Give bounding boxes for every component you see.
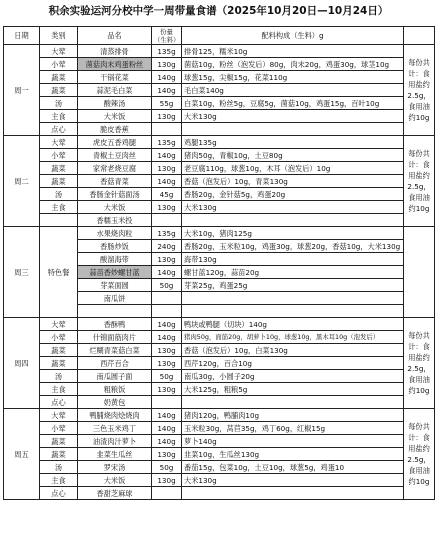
menu-row: [4, 136, 435, 149]
portion-value: 130g: [152, 383, 182, 396]
ingredients-text: 萝卜140g: [182, 435, 404, 448]
dish-name: 香菇青菜: [78, 175, 152, 188]
portion-value: 140g: [152, 409, 182, 422]
dish-name: 奶黄包: [78, 396, 152, 409]
portion-value: 140g: [152, 71, 182, 84]
menu-row: [4, 110, 435, 123]
dish-name: 酸辣汤: [78, 97, 152, 110]
category-label: 汤: [40, 188, 78, 201]
ingredients-text: 猪肉120g，鸭脯肉10g: [182, 409, 404, 422]
menu-row: [4, 422, 435, 435]
menu-table: [3, 26, 435, 500]
category-label: 点心: [40, 396, 78, 409]
portion-value: [152, 292, 182, 305]
page-title: 积余实验运河分校中学一周带量食谱（2025年10月20日—10月24日）: [48, 5, 389, 17]
portion-value: 130g: [152, 201, 182, 214]
dish-name: 什锦面筋肉片: [78, 331, 152, 344]
portion-value: 130g: [152, 448, 182, 461]
menu-row: [4, 331, 435, 344]
portion-value: [152, 396, 182, 409]
category-label: 大荤: [40, 318, 78, 331]
category-label: 主食: [40, 383, 78, 396]
menu-row: [4, 188, 435, 201]
portion-value: 140g: [152, 435, 182, 448]
menu-row: [4, 84, 435, 97]
dish-name: 大米饭: [78, 110, 152, 123]
menu-row: [4, 58, 435, 71]
dish-name: 脆皮香蕉: [78, 123, 152, 136]
portion-value: 135g: [152, 227, 182, 240]
dish-name: 罗宋汤: [78, 461, 152, 474]
ingredients-text: 白菜10g，粉丝5g，豆腐5g，菌菇10g，鸡蛋15g，百叶10g: [182, 97, 404, 110]
category-label: 蔬菜: [40, 84, 78, 97]
dish-name: 南瓜圆子面: [78, 370, 152, 383]
category-label: 蔬菜: [40, 162, 78, 175]
dish-name: 大米饭: [78, 201, 152, 214]
category-label: 汤: [40, 370, 78, 383]
ingredients-text: 香肠20g，金针菇5g，鸡蛋20g: [182, 188, 404, 201]
dish-name: 芽菜面圆: [78, 279, 152, 292]
portion-value: 135g: [152, 45, 182, 58]
ingredients-text: 鸭块或鸭腿（切块）140g: [182, 318, 404, 331]
portion-value: 140g: [152, 84, 182, 97]
dish-name: 鸭脯烧肉烩烧肉: [78, 409, 152, 422]
portion-value: 140g: [152, 422, 182, 435]
menu-row: [4, 383, 435, 396]
menu-row: [4, 409, 435, 422]
portion-value: [152, 123, 182, 136]
portion-value: [152, 214, 182, 227]
ingredients-text: 番茄15g，包菜10g，土豆10g，球葱5g，鸡蛋10: [182, 461, 404, 474]
ingredients-text: [182, 305, 404, 318]
menu-row: [4, 448, 435, 461]
portion-value: 140g: [152, 266, 182, 279]
portion-value: 140g: [152, 331, 182, 344]
category-label: 蔬菜: [40, 175, 78, 188]
menu-row: [4, 71, 435, 84]
menu-body: [4, 45, 435, 500]
header-portion: 份量（生料）: [152, 27, 182, 45]
ingredients-text: 芽菜25g，鸡蛋25g: [182, 279, 404, 292]
dish-name: 烂糊青菜菇白菜: [78, 344, 152, 357]
dish-name: 水果烧肉粒: [78, 227, 152, 240]
portion-value: 140g: [152, 318, 182, 331]
category-label: 小荤: [40, 149, 78, 162]
menu-row: [4, 123, 435, 136]
menu-row: [4, 201, 435, 214]
ingredients-text: [182, 396, 404, 409]
nutrition-note: [404, 227, 435, 318]
ingredients-text: 鸡腿135g: [182, 136, 404, 149]
ingredients-text: 韭菜10g，生瓜丝130g: [182, 448, 404, 461]
menu-row: [4, 357, 435, 370]
dish-name: 三色玉米鸡丁: [78, 422, 152, 435]
nutrition-note: 每份共计：食用盐约2.5g，食用油约10g: [404, 136, 435, 227]
category-label: 主食: [40, 110, 78, 123]
ingredients-text: [182, 292, 404, 305]
dish-name: [78, 305, 152, 318]
dish-name: 香糯玉米投: [78, 214, 152, 227]
dish-name: 蒜泥毛白菜: [78, 84, 152, 97]
menu-row: [4, 162, 435, 175]
dish-name: 香肠炒饭: [78, 240, 152, 253]
header-ingredients: 配料构成（生料）g: [182, 27, 404, 45]
dish-name: 蒜苗香炒螺甘蓝: [78, 266, 152, 279]
menu-row: [4, 370, 435, 383]
portion-value: 50g: [152, 279, 182, 292]
menu-row: [4, 344, 435, 357]
category-label: 主食: [40, 201, 78, 214]
dish-name: 西芹百合: [78, 357, 152, 370]
ingredients-text: 香菇（泡发后）10g，青菜130g: [182, 175, 404, 188]
ingredients-text: 排骨125，糯米10g: [182, 45, 404, 58]
nutrition-note: 每份共计：食用盐约2.5g，食用油约10g: [404, 318, 435, 409]
menu-row: [4, 487, 435, 500]
ingredients-text: 毛白菜140g: [182, 84, 404, 97]
category-label: 蔬菜: [40, 435, 78, 448]
category-label: 蔬菜: [40, 344, 78, 357]
category-label: 点心: [40, 123, 78, 136]
menu-row: [4, 214, 435, 227]
category-label: 特色餐: [40, 227, 78, 318]
day-label: 周一: [4, 45, 40, 136]
category-label: 汤: [40, 97, 78, 110]
ingredients-text: 大米125g，粗粮5g: [182, 383, 404, 396]
portion-value: 50g: [152, 370, 182, 383]
portion-value: 55g: [152, 97, 182, 110]
category-label: 小荤: [40, 331, 78, 344]
header-dish: 品名: [78, 27, 152, 45]
menu-row: [4, 461, 435, 474]
menu-row: [4, 396, 435, 409]
portion-value: 135g: [152, 136, 182, 149]
day-label: 周四: [4, 318, 40, 409]
dish-name: 南瓜饼: [78, 292, 152, 305]
dish-name: 家常老烧豆腐: [78, 162, 152, 175]
portion-value: 130g: [152, 58, 182, 71]
portion-value: [152, 487, 182, 500]
ingredients-text: 菌菇10g，粉丝（泡发后）80g，肉末20g，鸡蛋30g，球茎10g: [182, 58, 404, 71]
dish-name: 清蒸排骨: [78, 45, 152, 58]
ingredients-text: 西芹120g，百合10g: [182, 357, 404, 370]
category-label: 蔬菜: [40, 448, 78, 461]
dish-name: 虎皮五香鸡腿: [78, 136, 152, 149]
category-label: 大荤: [40, 136, 78, 149]
ingredients-text: 大米130g: [182, 201, 404, 214]
dish-name: 香甜芝麻球: [78, 487, 152, 500]
portion-value: 50g: [152, 461, 182, 474]
ingredients-text: 大米10g，猪肉125g: [182, 227, 404, 240]
category-label: [40, 214, 78, 227]
ingredients-text: [182, 123, 404, 136]
portion-value: 130g: [152, 344, 182, 357]
category-label: 小荤: [40, 422, 78, 435]
portion-value: 45g: [152, 188, 182, 201]
menu-row: [4, 318, 435, 331]
dish-name: 菌菇肉末鸡蛋粉丝: [78, 58, 152, 71]
dish-name: 香酥鸭: [78, 318, 152, 331]
ingredients-text: 球葱15g，尖椒15g，花菜110g: [182, 71, 404, 84]
ingredients-text: 南瓜30g，小圆子20g: [182, 370, 404, 383]
ingredients-text: 海带130g: [182, 253, 404, 266]
menu-row: [4, 175, 435, 188]
menu-row: [4, 474, 435, 487]
portion-value: [152, 305, 182, 318]
header-day: 日期: [4, 27, 40, 45]
portion-value: 240g: [152, 240, 182, 253]
ingredients-text: 大米130g: [182, 474, 404, 487]
ingredients-text: 老豆腐110g，球葱10g，木耳（泡发后）10g: [182, 162, 404, 175]
dish-name: 大米饭: [78, 474, 152, 487]
portion-value: 130g: [152, 474, 182, 487]
nutrition-note: 每份共计：食用盐约2.5g，食用油约10g: [404, 45, 435, 136]
portion-value: 130g: [152, 253, 182, 266]
category-label: 大荤: [40, 409, 78, 422]
day-label: 周二: [4, 136, 40, 227]
dish-name: 韭菜生瓜丝: [78, 448, 152, 461]
portion-value: 140g: [152, 149, 182, 162]
ingredients-text: 香菇（泡发后）10g，白菜130g: [182, 344, 404, 357]
category-label: 蔬菜: [40, 357, 78, 370]
category-label: 大荤: [40, 45, 78, 58]
dish-name: 香肠金针菇面汤: [78, 188, 152, 201]
ingredients-text: [182, 214, 404, 227]
portion-value: 130g: [152, 357, 182, 370]
menu-row: [4, 97, 435, 110]
menu-row: [4, 149, 435, 162]
header-category: 类别: [40, 27, 78, 45]
ingredients-text: 猪肉50g，面筋20g，胡萝卜10g，球葱10g，黑木耳10g（泡发后）: [182, 331, 404, 344]
dish-name: 油渣肉汁萝卜: [78, 435, 152, 448]
dish-name: 干锅花菜: [78, 71, 152, 84]
ingredients-text: 玉米粒30g，莴苣35g，鸡丁60g，红椒15g: [182, 422, 404, 435]
dish-name: 青椒土豆肉丝: [78, 149, 152, 162]
ingredients-text: 香肠20g，玉米粒10g，鸡蛋30g，球葱20g，香菇10g，大米130g: [182, 240, 404, 253]
day-label: 周三: [4, 227, 40, 318]
ingredients-text: 螺甘蓝120g，蒜苗20g: [182, 266, 404, 279]
dish-name: 酸溜海带: [78, 253, 152, 266]
ingredients-text: 大米130g: [182, 110, 404, 123]
menu-row: [4, 45, 435, 58]
portion-value: 130g: [152, 162, 182, 175]
dish-name: 粗粮饭: [78, 383, 152, 396]
category-label: 汤: [40, 461, 78, 474]
portion-value: 130g: [152, 110, 182, 123]
ingredients-text: [182, 487, 404, 500]
ingredients-text: 猪肉50g，青椒10g，土豆80g: [182, 149, 404, 162]
day-label: 周五: [4, 409, 40, 500]
nutrition-note: 每份共计：食用盐约2.5g，食用油约10g: [404, 409, 435, 500]
category-label: 蔬菜: [40, 71, 78, 84]
portion-value: 140g: [152, 175, 182, 188]
menu-row: [4, 227, 435, 240]
category-label: 点心: [40, 487, 78, 500]
header-note: [404, 27, 435, 45]
category-label: 主食: [40, 474, 78, 487]
category-label: 小荤: [40, 58, 78, 71]
menu-row: [4, 435, 435, 448]
